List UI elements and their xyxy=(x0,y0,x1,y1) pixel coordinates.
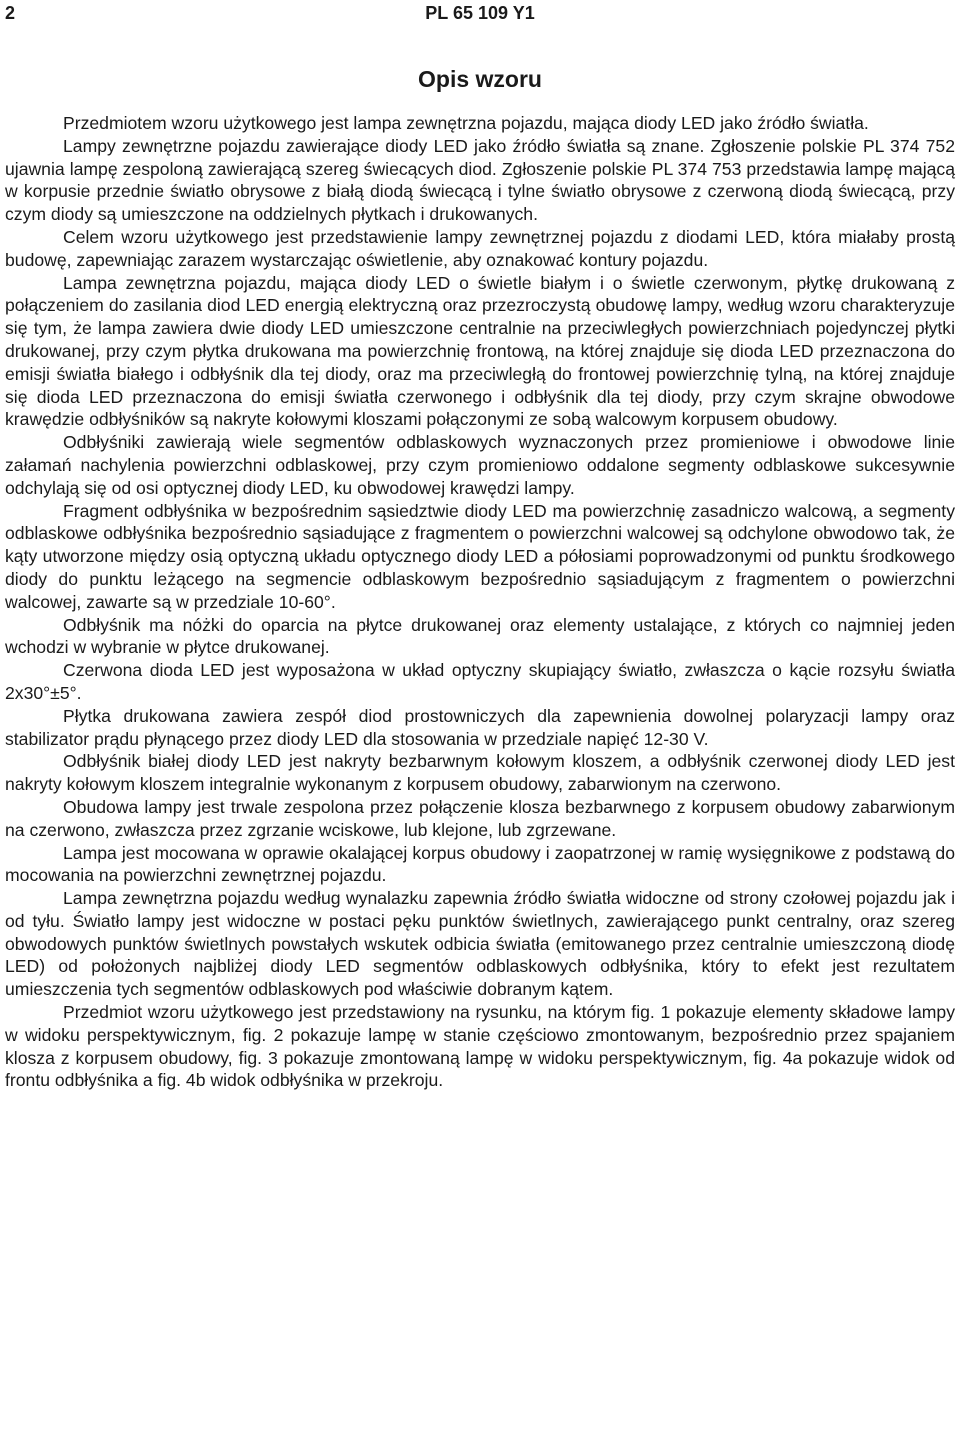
paragraph: Lampa zewnętrzna pojazdu, mająca diody LED o świetle białym i o świetle czerwonym, płytkę drukowaną z połączeniem do zasilania diod LED energią elektryczną oraz przezroczystą obudowę lampy, według wzoru charakteryzuje się tym, że lampa zawiera dwie diody LED umieszczone centralnie na przeciwległych powierzchniach pojedynczej płytki drukowanej, przy czym płytka drukowana ma powierzchnię frontową, na której znajduje się dioda LED przeznaczona do emisji światła białego i odbłyśnik dla tej diody, oraz ma przeciwległą do frontowej powierzchnię tylną, na której znajduje się dioda LED przeznaczona do emisji światła czerwonego i odbłyśnik dla tej diody, przy czym skrajne obwodowe krawędzie odbłyśników są nakryte kołowymi kloszami połączonymi ze sobą walcowym korpusem obudowy. xyxy=(5,272,955,430)
paragraph: Obudowa lampy jest trwale zespolona przez połączenie klosza bezbarwnego z korpusem obudowy zabarwionym na czerwono, zwłaszcza przez zgrzanie wciskowe, lub klejone, lub zgrzewane. xyxy=(5,796,955,840)
paragraph: Czerwona dioda LED jest wyposażona w układ optyczny skupiający światło, zwłaszcza o kącie rozsyłu światła 2x30°±5°. xyxy=(5,660,955,703)
paragraph: Lampa zewnętrzna pojazdu według wynalazku zapewnia źródło światła widoczne od strony czołowej pojazdu jak i od tyłu. Światło lampy jest widoczne w postaci pęku punktów świetlnych, zawierającego punkt centralny, oraz szereg obwodowych punktów świetlnych powstałych wskutek odbicia światła (emitowanego przez centralnie umieszczoną diodę LED) od położonych najbliżej diody LED segmentów odblaskowych odbłyśnika, który to efekt jest rezultatem umieszczenia tych segmentów odblaskowych pod właściwie dobranym kątem. xyxy=(5,888,955,1000)
paragraph: Płytka drukowana zawiera zespół diod prostowniczych dla zapewnienia dowolnej polaryzacji lampy oraz stabilizator prądu płynącego przez diody LED dla stosowania w przedziale napięć 12-30 V. xyxy=(5,705,955,749)
description-body xyxy=(5,112,955,1092)
paragraph: Fragment odbłyśnika w bezpośrednim sąsiedztwie diody LED ma powierzchnię zasadniczo walcową, a segmenty odblaskowe odbłyśnika bezpośrednio sąsiadujące z fragmentem o powierzchni walcowej są odchylone obwodowo tak, że kąty utworzone między osią optyczną układu optycznego diody LED a półosiami poprowadzonymi od punktu środkowego diody do punktu leżącego na segmencie odblaskowym bezpośrednio sąsiadującym z fragmentem o powierzchni walcowej, zawarte są w przedziale 10-60°. xyxy=(5,500,955,612)
paragraph: Celem wzoru użytkowego jest przedstawienie lampy zewnętrznej pojazdu z diodami LED, która miałaby prostą budowę, zapewniając zarazem wystarczając oświetlenie, aby oznakować kontury pojazdu. xyxy=(5,226,955,270)
document-id: PL 65 109 Y1 xyxy=(425,3,535,23)
page-number: 2 xyxy=(5,3,16,23)
paragraph: Przedmiotem wzoru użytkowego jest lampa zewnętrzna pojazdu, mająca diody LED jako źródło światła. xyxy=(63,113,869,133)
paragraph: Lampy zewnętrzne pojazdu zawierające diody LED jako źródło światła są znane. Zgłoszenie polskie PL 374 752 ujawnia lampę zespoloną zawierającą szereg świecących diod. Zgłoszenie polskie PL 374 753 przedstawia lampę mającą w korpusie przednie światło obrysowe z białą diodą świecącą i tylne światło obrysowe z czerwoną diodą świecącą, przy czym diody są umieszczone na oddzielnych płytkach i drukowanych. xyxy=(5,135,955,225)
section-title: Opis wzoru xyxy=(418,66,542,92)
paragraph: Lampa jest mocowana w oprawie okalającej korpus obudowy i zaopatrzonej w ramię wysięgnikowe z podstawą do mocowania na powierzchni zewnętrznej pojazdu. xyxy=(5,842,955,886)
page-header xyxy=(5,3,955,27)
paragraph: Odbłyśnik ma nóżki do oparcia na płytce drukowanej oraz elementy ustalające, z których co najmniej jeden wchodzi w wybranie w płytce drukowanej. xyxy=(5,614,955,658)
paragraph: Odbłyśniki zawierają wiele segmentów odblaskowych wyznaczonych przez promieniowe i obwodowe linie załamań nachylenia powierzchni odblaskowej, przy czym promieniowo oddalone segmenty odblaskowe sukcesywnie odchylają się od osi optycznej diody LED, ku obwodowej krawędzi lampy. xyxy=(5,432,955,498)
paragraph: Odbłyśnik białej diody LED jest nakryty bezbarwnym kołowym kloszem, a odbłyśnik czerwonej diody LED jest nakryty kołowym kloszem integralnie wykonanym z korpusem obudowy, zabarwionym na czerwono. xyxy=(5,751,955,795)
paragraph: Przedmiot wzoru użytkowego jest przedstawiony na rysunku, na którym fig. 1 pokazuje elementy składowe lampy w widoku perspektywicznym, fig. 2 pokazuje lampę w stanie częściowo zmontowanym, bezpośrednio przez spajaniem klosza z korpusem obudowy, fig. 3 pokazuje zmontowaną lampę w widoku perspektywicznym, fig. 4a pokazuje widok od frontu odbłyśnika a fig. 4b widok odbłyśnika w przekroju. xyxy=(5,1002,955,1091)
